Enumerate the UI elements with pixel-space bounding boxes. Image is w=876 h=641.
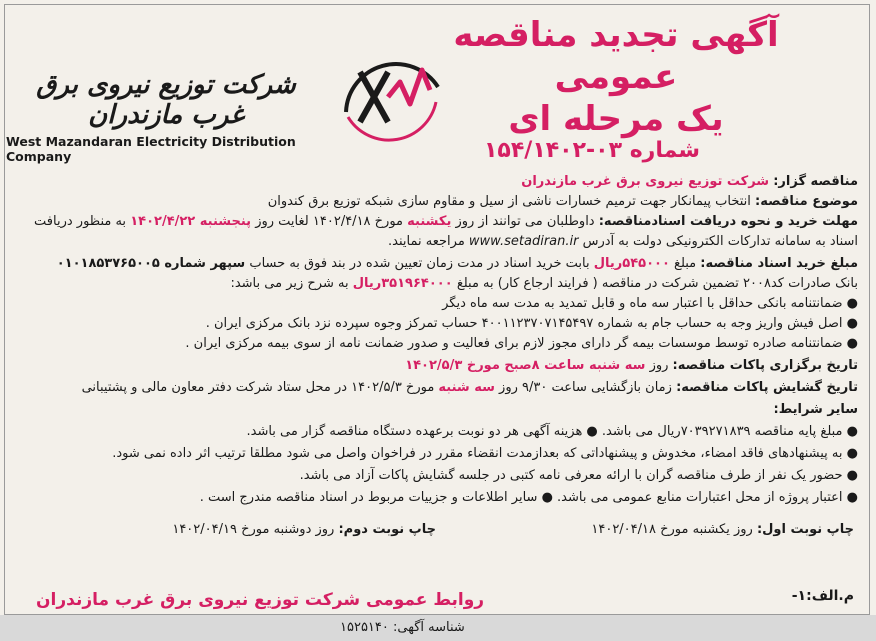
print2-value: روز دوشنبه مورخ ۱۴۰۲/۰۴/۱۹ [172, 522, 335, 537]
title-line-1: آگهی تجدید مناقصه عمومی [453, 15, 779, 97]
notice-id: شناسه آگهی: ۱۵۲۵۱۴۰ [340, 620, 465, 635]
guarantee-item: ● اصل فیش واریز وجه به حساب جام به شماره ۴۰۰۱۱۲۳۷۰۷۱۴۵۴۹۷ حساب تمرکز وجوه سپرده نزد بانک مرکزی ایران . [18, 314, 858, 334]
public-relations-signature: روابط عمومی شرکت توزیع نیروی برق غرب مازندران [36, 590, 485, 610]
deadline-day2: پنجشنبه ۱۴۰۲/۴/۲۲ [130, 214, 252, 229]
bank-amount: ۳۵۱۹۶۴۰۰۰ریال [352, 276, 453, 291]
price-text-b: بابت خرید اسناد در مدت زمان تعیین شده در بند فوق به حساب [249, 256, 590, 271]
opening-text-a: زمان بازگشایی ساعت ۹/۳۰ روز [499, 380, 672, 395]
subject-line [18, 192, 858, 212]
print1-label: چاپ نوبت اول: [756, 522, 854, 537]
subject-label: موضوع مناقصه: [755, 194, 858, 209]
print2-label: چاپ نوبت دوم: [338, 522, 436, 537]
deadline-line2-a: اسناد به سامانه تدارکات الکترونیکی دولت به آدرس [582, 234, 858, 249]
bank-line-a: بانک صادرات کد۲۰۰۸ تضمین شرکت در مناقصه ( فرایند ارجاع کار) به مبلغ [456, 276, 858, 291]
guarantee-item: ● ضمانتنامه صادره توسط موسسات بیمه گر دارای مجوز لازم برای فعالیت و صدور ضمانت نامه از سوی بیمه مرکزی ایران . [18, 334, 858, 354]
company-name-fa: شرکت توزیع نیروی برق غرب مازندران [36, 70, 296, 130]
power-logo-icon [338, 42, 448, 152]
other-label: سایر شرایط: [773, 402, 858, 417]
company-logo-block [6, 42, 466, 164]
opening-text-b: مورخ ۱۴۰۲/۵/۳ در محل ستاد شرکت دفتر معاون مالی و پشتیبانی [81, 380, 435, 395]
holding-value: سه شنبه ساعت ۸صبح مورخ ۱۴۰۲/۵/۳ [405, 358, 646, 373]
condition-item: ● مبلغ پایه مناقصه ۷۰۳۹۲۷۱۸۳۹ریال می باشد. ● هزینه آگهی هر دو نوبت برعهده دستگاه مناقصه گزار می باشد. [18, 422, 858, 442]
price-text-a: مبلغ [674, 256, 697, 271]
title-line-2: یک مرحله ای [508, 99, 724, 139]
deadline-line-2 [18, 232, 858, 252]
print2-line [36, 520, 436, 540]
opening-line [18, 378, 858, 398]
setad-url: www.setadiran.ir [468, 234, 579, 249]
company-name-en: West Mazandaran Electricity Distribution Company [6, 134, 296, 164]
print1-value: روز یکشنبه مورخ ۱۴۰۲/۰۴/۱۸ [591, 522, 753, 537]
tenderer-label: مناقصه گزار: [773, 174, 858, 189]
price-label: مبلغ خرید اسناد مناقصه: [700, 256, 858, 271]
tenderer-value: شرکت توزیع نیروی برق غرب مازندران [521, 174, 770, 189]
opening-label: تاریخ گشایش پاکات مناقصه: [676, 380, 858, 395]
holding-line [18, 356, 858, 376]
price-amount: ۵۴۵۰۰۰ریال [593, 256, 670, 271]
tenderer-line [18, 172, 858, 192]
bank-line [18, 274, 858, 294]
subject-value: انتخاب پیمانکار جهت ترمیم خسارات ناشی از سیل و مقاوم سازی شبکه توزیع برق کندوان [267, 194, 751, 209]
notice-title [406, 14, 826, 140]
condition-item: ● به پیشنهادهای فاقد امضاء، مخدوش و پیشنهاداتی که بعدازمدت انقضاء مقرر در فراخوان واصل می شود مطلقا ترتیب اثر داده نمی شود. [18, 444, 858, 464]
mab-code: م.الف:۱- [791, 588, 854, 604]
deadline-label: مهلت خرید و نحوه دریافت اسنادمناقصه: [598, 214, 858, 229]
ref-number: شماره ۰۳-۱۵۴/۱۴۰۲ [484, 138, 700, 163]
opening-day: سه شنبه [438, 380, 495, 395]
deadline-line2-b: مراجعه نمایند. [388, 234, 465, 249]
deadline-line [18, 212, 858, 232]
guarantee-item: ● ضمانتنامه بانکی حداقل با اعتبار سه ماه و قابل تمدید به مدت سه ماه دیگر [18, 294, 858, 314]
deadline-text-a: داوطلبان می توانند از روز [455, 214, 595, 229]
print1-line [434, 520, 854, 540]
holding-text: روز [649, 358, 669, 373]
bank-line-b: به شرح زیر می باشد: [230, 276, 349, 291]
holding-label: تاریخ برگزاری پاکات مناقصه: [672, 358, 858, 373]
price-account: سپهر شماره ۰۱۰۱۸۵۳۷۶۵۰۰۵ [56, 256, 246, 271]
condition-item: ● اعتبار پروژه از محل اعتبارات منابع عمومی می باشد. ● سایر اطلاعات و جزییات مربوط در اسناد مناقصه مندرج است . [18, 488, 858, 508]
price-line [18, 254, 858, 274]
deadline-day1: یکشنبه [407, 214, 452, 229]
deadline-text-b: مورخ ۱۴۰۲/۴/۱۸ لغایت روز [255, 214, 404, 229]
condition-item: ● حضور یک نفر از طرف مناقصه گران با ارائه معرفی نامه کتبی در جلسه گشایش پاکات آزاد می باشد. [18, 466, 858, 486]
deadline-text-c: به منظور دریافت [34, 214, 127, 229]
other-conditions-header [18, 400, 858, 420]
